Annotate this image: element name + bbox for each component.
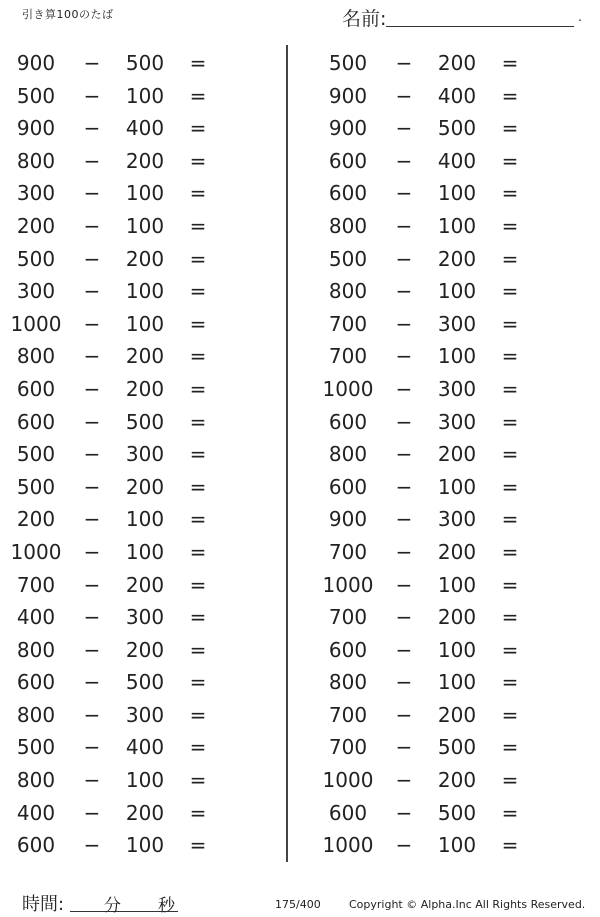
minus-sign: − — [83, 800, 101, 825]
subtrahend: 200 — [125, 637, 165, 662]
equals-sign: = — [189, 442, 207, 467]
equals-sign: = — [189, 670, 207, 695]
problem-row — [0, 243, 280, 276]
minuend: 800 — [328, 213, 368, 238]
problem-row — [312, 438, 592, 471]
minus-sign: − — [83, 213, 101, 238]
subtrahend: 100 — [125, 833, 165, 858]
subtrahend: 100 — [437, 572, 477, 597]
subtrahend: 400 — [437, 148, 477, 173]
minuend: 700 — [328, 702, 368, 727]
problem-row — [0, 503, 280, 536]
subtrahend: 100 — [437, 213, 477, 238]
problem-row — [0, 666, 280, 699]
equals-sign: = — [189, 409, 207, 434]
minus-sign: − — [395, 637, 413, 662]
equals-sign: = — [501, 116, 519, 141]
minuend: 600 — [16, 409, 56, 434]
subtrahend: 100 — [125, 83, 165, 108]
minus-sign: − — [83, 539, 101, 564]
minuend: 700 — [328, 735, 368, 760]
minus-sign: − — [83, 605, 101, 630]
subtrahend: 200 — [125, 344, 165, 369]
problem-row — [0, 210, 280, 243]
subtrahend: 500 — [125, 670, 165, 695]
minus-sign: − — [395, 181, 413, 206]
minuend: 700 — [328, 539, 368, 564]
name-field — [342, 4, 582, 30]
minus-sign: − — [395, 800, 413, 825]
equals-sign: = — [189, 246, 207, 271]
minuend: 600 — [16, 833, 56, 858]
equals-sign: = — [189, 116, 207, 141]
problem-row — [312, 764, 592, 797]
minus-sign: − — [395, 344, 413, 369]
name-label: 名前: — [342, 8, 387, 30]
minus-sign: − — [395, 702, 413, 727]
equals-sign: = — [501, 409, 519, 434]
minus-sign: − — [395, 605, 413, 630]
equals-sign: = — [501, 311, 519, 336]
problem-row — [0, 47, 280, 80]
minuend: 500 — [16, 442, 56, 467]
equals-sign: = — [189, 833, 207, 858]
subtrahend: 100 — [125, 539, 165, 564]
subtrahend: 400 — [125, 735, 165, 760]
equals-sign: = — [501, 637, 519, 662]
minus-sign: − — [83, 246, 101, 271]
problem-row — [312, 829, 592, 862]
minuend: 900 — [328, 83, 368, 108]
equals-sign: = — [189, 376, 207, 401]
minuend: 600 — [16, 376, 56, 401]
equals-sign: = — [189, 605, 207, 630]
equals-sign: = — [189, 213, 207, 238]
problem-row — [312, 47, 592, 80]
subtrahend: 300 — [437, 409, 477, 434]
equals-sign: = — [189, 344, 207, 369]
problem-row — [312, 601, 592, 634]
subtrahend: 100 — [437, 670, 477, 695]
problem-row — [312, 634, 592, 667]
minus-sign: − — [83, 474, 101, 499]
equals-sign: = — [501, 735, 519, 760]
minus-sign: − — [83, 442, 101, 467]
minus-sign: − — [395, 279, 413, 304]
equals-sign: = — [501, 376, 519, 401]
minus-sign: − — [83, 181, 101, 206]
name-underline — [386, 26, 574, 27]
equals-sign: = — [501, 344, 519, 369]
minuend: 600 — [328, 800, 368, 825]
minuend: 700 — [328, 311, 368, 336]
minuend: 600 — [328, 181, 368, 206]
equals-sign: = — [501, 474, 519, 499]
minuend: 400 — [16, 605, 56, 630]
minuend: 900 — [328, 116, 368, 141]
subtrahend: 100 — [437, 344, 477, 369]
minus-sign: − — [83, 148, 101, 173]
equals-sign: = — [189, 474, 207, 499]
subtrahend: 200 — [437, 442, 477, 467]
problem-row — [0, 145, 280, 178]
equals-sign: = — [501, 702, 519, 727]
minus-sign: − — [395, 833, 413, 858]
minuend: 600 — [16, 670, 56, 695]
subtrahend: 300 — [437, 311, 477, 336]
problem-row — [312, 112, 592, 145]
minuend: 500 — [16, 83, 56, 108]
problem-row — [312, 503, 592, 536]
problem-row — [0, 731, 280, 764]
equals-sign: = — [501, 670, 519, 695]
equals-sign: = — [501, 51, 519, 75]
page-number: 175/400 — [275, 898, 321, 911]
subtrahend: 100 — [125, 507, 165, 532]
worksheet-title: 引き算100のたば — [22, 8, 114, 21]
problem-row — [0, 438, 280, 471]
minuend: 600 — [328, 148, 368, 173]
subtrahend: 300 — [437, 376, 477, 401]
equals-sign: = — [501, 181, 519, 206]
minuend: 500 — [16, 735, 56, 760]
subtrahend: 500 — [437, 800, 477, 825]
minus-sign: − — [395, 768, 413, 793]
problem-row — [312, 797, 592, 830]
subtrahend: 200 — [437, 768, 477, 793]
subtrahend: 100 — [437, 279, 477, 304]
subtrahend: 200 — [437, 246, 477, 271]
minuend: 900 — [328, 507, 368, 532]
equals-sign: = — [189, 572, 207, 597]
subtrahend: 200 — [125, 572, 165, 597]
minuend: 800 — [328, 279, 368, 304]
subtrahend: 200 — [125, 148, 165, 173]
minuend: 800 — [16, 344, 56, 369]
minuend: 200 — [16, 507, 56, 532]
problem-row — [312, 340, 592, 373]
subtrahend: 200 — [437, 539, 477, 564]
minus-sign: − — [83, 409, 101, 434]
minuend: 700 — [328, 344, 368, 369]
problem-row — [312, 666, 592, 699]
problem-row — [0, 340, 280, 373]
equals-sign: = — [501, 572, 519, 597]
problem-row — [0, 308, 280, 341]
problem-row — [0, 536, 280, 569]
equals-sign: = — [189, 637, 207, 662]
problem-row — [0, 275, 280, 308]
subtrahend: 200 — [437, 702, 477, 727]
subtrahend: 100 — [125, 181, 165, 206]
problem-row — [0, 797, 280, 830]
equals-sign: = — [189, 148, 207, 173]
minus-sign: − — [395, 474, 413, 499]
copyright-notice: Copyright © Alpha.Inc All Rights Reserved. — [349, 898, 586, 911]
minuend: 800 — [328, 670, 368, 695]
problem-row — [0, 764, 280, 797]
problem-row — [312, 536, 592, 569]
minus-sign: − — [83, 670, 101, 695]
minuend: 900 — [16, 116, 56, 141]
equals-sign: = — [501, 800, 519, 825]
problem-row — [312, 243, 592, 276]
minuend: 500 — [16, 474, 56, 499]
equals-sign: = — [501, 213, 519, 238]
equals-sign: = — [189, 181, 207, 206]
problem-row — [0, 471, 280, 504]
right-problem-column — [312, 47, 592, 862]
subtrahend: 300 — [125, 702, 165, 727]
equals-sign: = — [501, 148, 519, 173]
seconds-label: 秒 — [158, 896, 175, 916]
subtrahend: 200 — [125, 376, 165, 401]
problem-row — [312, 569, 592, 602]
subtrahend: 200 — [125, 474, 165, 499]
equals-sign: = — [189, 279, 207, 304]
minuend: 1000 — [322, 376, 374, 401]
left-problem-column — [0, 47, 280, 862]
subtrahend: 500 — [437, 116, 477, 141]
equals-sign: = — [189, 51, 207, 75]
minus-sign: − — [83, 376, 101, 401]
minuend: 700 — [16, 572, 56, 597]
problem-row — [0, 829, 280, 862]
minuend: 800 — [328, 442, 368, 467]
subtrahend: 100 — [125, 768, 165, 793]
minus-sign: − — [83, 572, 101, 597]
problem-row — [312, 275, 592, 308]
problem-row — [312, 406, 592, 439]
equals-sign: = — [501, 246, 519, 271]
minus-sign: − — [83, 768, 101, 793]
problem-row — [312, 731, 592, 764]
minus-sign: − — [83, 637, 101, 662]
problem-row — [0, 373, 280, 406]
problem-row — [312, 373, 592, 406]
equals-sign: = — [501, 279, 519, 304]
minuend: 500 — [328, 51, 368, 75]
minus-sign: − — [395, 246, 413, 271]
minuend: 700 — [328, 605, 368, 630]
minus-sign: − — [395, 507, 413, 532]
minuend: 900 — [16, 51, 56, 75]
equals-sign: = — [501, 768, 519, 793]
minus-sign: − — [83, 51, 101, 75]
problem-row — [0, 112, 280, 145]
minus-sign: − — [395, 539, 413, 564]
equals-sign: = — [189, 735, 207, 760]
problem-row — [0, 406, 280, 439]
minus-sign: − — [83, 116, 101, 141]
subtrahend: 100 — [125, 279, 165, 304]
problem-row — [312, 308, 592, 341]
minuend: 800 — [16, 148, 56, 173]
time-label: 時間: — [22, 894, 65, 915]
minus-sign: − — [395, 409, 413, 434]
equals-sign: = — [189, 539, 207, 564]
minuend: 800 — [16, 768, 56, 793]
subtrahend: 100 — [125, 311, 165, 336]
equals-sign: = — [189, 768, 207, 793]
minuend: 300 — [16, 181, 56, 206]
minuend: 1000 — [10, 311, 62, 336]
minus-sign: − — [395, 442, 413, 467]
minus-sign: − — [395, 51, 413, 75]
minus-sign: − — [83, 279, 101, 304]
minus-sign: − — [83, 507, 101, 532]
minus-sign: − — [395, 213, 413, 238]
subtrahend: 200 — [437, 51, 477, 75]
problem-row — [0, 634, 280, 667]
minuend: 1000 — [322, 833, 374, 858]
problem-row — [0, 80, 280, 113]
subtrahend: 500 — [437, 735, 477, 760]
minus-sign: − — [395, 376, 413, 401]
equals-sign: = — [189, 311, 207, 336]
minuend: 500 — [328, 246, 368, 271]
equals-sign: = — [189, 702, 207, 727]
subtrahend: 100 — [437, 181, 477, 206]
minuend: 600 — [328, 409, 368, 434]
minuend: 300 — [16, 279, 56, 304]
subtrahend: 300 — [437, 507, 477, 532]
equals-sign: = — [501, 442, 519, 467]
minuend: 1000 — [322, 572, 374, 597]
equals-sign: = — [501, 83, 519, 108]
column-divider — [286, 45, 288, 862]
minuend: 1000 — [10, 539, 62, 564]
problem-row — [0, 569, 280, 602]
subtrahend: 300 — [125, 605, 165, 630]
minus-sign: − — [83, 702, 101, 727]
subtrahend: 500 — [125, 409, 165, 434]
problem-row — [0, 601, 280, 634]
minuend: 600 — [328, 637, 368, 662]
minuend: 200 — [16, 213, 56, 238]
problem-row — [312, 80, 592, 113]
problem-row — [312, 699, 592, 732]
minutes-label: 分 — [104, 896, 121, 916]
subtrahend: 100 — [437, 474, 477, 499]
subtrahend: 500 — [125, 51, 165, 75]
minus-sign: − — [83, 311, 101, 336]
equals-sign: = — [189, 83, 207, 108]
minus-sign: − — [83, 833, 101, 858]
subtrahend: 400 — [437, 83, 477, 108]
equals-sign: = — [501, 539, 519, 564]
minus-sign: − — [395, 148, 413, 173]
minus-sign: − — [83, 344, 101, 369]
equals-sign: = — [501, 507, 519, 532]
equals-sign: = — [501, 833, 519, 858]
minus-sign: − — [395, 735, 413, 760]
problem-row — [0, 699, 280, 732]
minuend: 400 — [16, 800, 56, 825]
problem-row — [312, 471, 592, 504]
minuend: 800 — [16, 637, 56, 662]
subtrahend: 100 — [437, 637, 477, 662]
minus-sign: − — [83, 83, 101, 108]
problem-row — [312, 177, 592, 210]
equals-sign: = — [189, 507, 207, 532]
subtrahend: 400 — [125, 116, 165, 141]
minus-sign: − — [395, 311, 413, 336]
minus-sign: − — [395, 116, 413, 141]
minuend: 500 — [16, 246, 56, 271]
subtrahend: 200 — [125, 246, 165, 271]
minuend: 1000 — [322, 768, 374, 793]
minus-sign: − — [395, 83, 413, 108]
minuend: 800 — [16, 702, 56, 727]
equals-sign: = — [189, 800, 207, 825]
subtrahend: 100 — [125, 213, 165, 238]
subtrahend: 300 — [125, 442, 165, 467]
equals-sign: = — [501, 605, 519, 630]
subtrahend: 100 — [437, 833, 477, 858]
minuend: 600 — [328, 474, 368, 499]
subtrahend: 200 — [125, 800, 165, 825]
subtrahend: 200 — [437, 605, 477, 630]
minus-sign: − — [395, 572, 413, 597]
minus-sign: − — [395, 670, 413, 695]
problem-row — [312, 145, 592, 178]
problem-row — [312, 210, 592, 243]
name-end-dot: . — [578, 10, 582, 24]
problem-row — [0, 177, 280, 210]
minus-sign: − — [83, 735, 101, 760]
